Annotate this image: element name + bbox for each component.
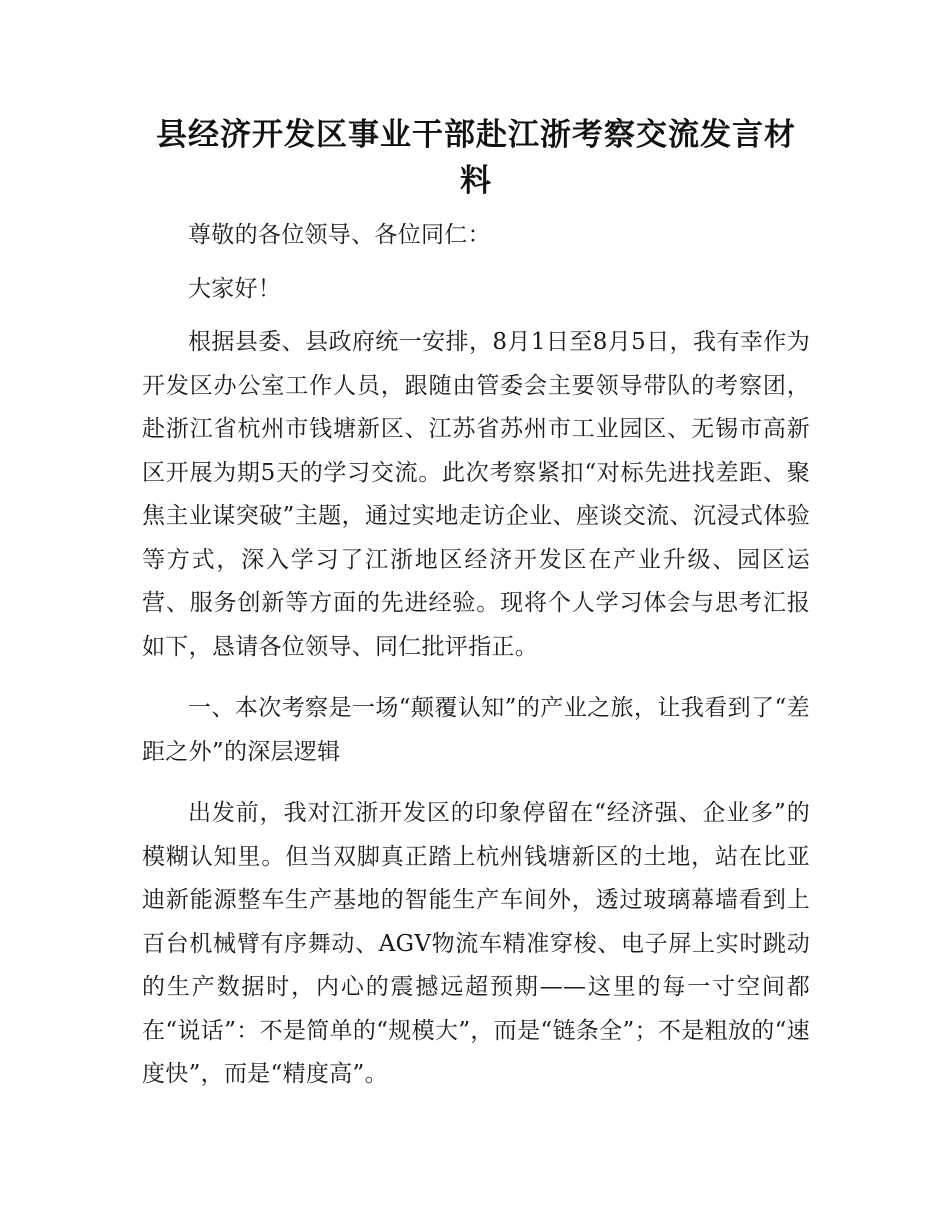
section-heading-one: 一、本次考察是一场“颠覆认知”的产业之旅，让我看到了“差距之外”的深层逻辑 [142, 695, 810, 765]
greeting-line: 尊敬的各位领导、各位同仁： [188, 222, 491, 248]
document-body [142, 112, 810, 1115]
paragraph-intro: 根据县委、县政府统一安排，8月1日至8月5日，我有幸作为开发区办公室工作人员，跟随由管委会主要领导带队的考察团，赴浙江省杭州市钱塘新区、江苏省苏州市工业园区、无锡市高新区开展为期5天的学习交流。此次考察紧扣“对标先进找差距、聚焦主业谋突破”主题，通过实地走访企业、座谈交流、沉浸式体验等方式，深入学习了江浙地区经济开发区在产业升级、园区运营、服务创新等方面的先进经验。现将个人学习体会与思考汇报如下，恳请各位领导、同仁批评指正。 [142, 329, 810, 660]
salutation-line: 大家好！ [188, 275, 282, 302]
paragraph-impressions: 出发前，我对江浙开发区的印象停留在“经济强、企业多”的模糊认知里。但当双脚真正踏上杭州钱塘新区的土地，站在比亚迪新能源整车生产基地的智能生产车间外，透过玻璃幕墙看到上百台机械臂有序舞动、AGV物流车精准穿梭、电子屏上实时跳动的生产数据时，内心的震撼远超预期——这里的每一寸空间都在“说话”：不是简单的“规模大”，而是“链条全”；不是粗放的“速度快”，而是“精度高”。 [142, 800, 810, 1087]
document-title: 县经济开发区事业干部赴江浙考察交流发言材料 [156, 117, 796, 199]
